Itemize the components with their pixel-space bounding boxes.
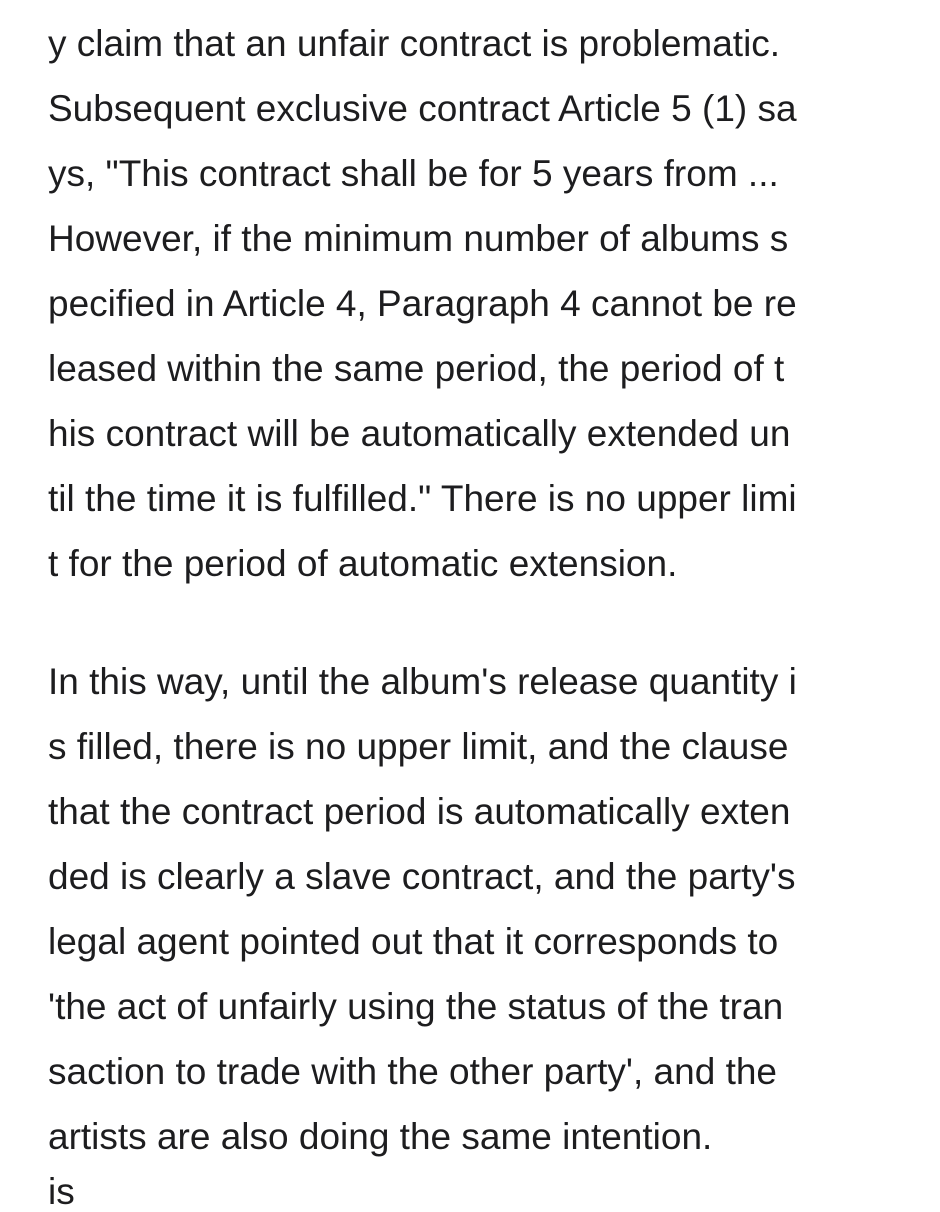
paragraph-1-line: t for the period of automatic extension. [48, 543, 678, 584]
paragraph-1-line: y claim that an unfair contract is problematic. [48, 23, 781, 64]
paragraph-2-line: In this way, until the album's release quantity i [48, 661, 797, 702]
paragraph-2-line: 'the act of unfairly using the status of the tran [48, 986, 784, 1027]
paragraph-1-line: his contract will be automatically extended un [48, 413, 791, 454]
paragraph-1-line: ys, "This contract shall be for 5 years from ... [48, 153, 779, 194]
paragraph-1-line: leased within the same period, the period of t [48, 348, 785, 389]
paragraph-2-line: ded is clearly a slave contract, and the party's [48, 856, 796, 897]
paragraph-1-line: til the time it is fulfilled." There is no upper limi [48, 478, 797, 519]
trailing-text-fragment: is [48, 1171, 75, 1212]
paragraph-2-line: artists are also doing the same intention. [48, 1116, 713, 1157]
paragraph-1-line: However, if the minimum number of albums s [48, 218, 789, 259]
paragraph-1-line: pecified in Article 4, Paragraph 4 cannot be re [48, 283, 797, 324]
paragraph-2-line: saction to trade with the other party', and the [48, 1051, 777, 1092]
paragraph-2-line: s filled, there is no upper limit, and the clause [48, 726, 789, 767]
paragraph-1-line: Subsequent exclusive contract Article 5 (1) sa [48, 88, 797, 129]
paragraph-2-line: that the contract period is automatically exten [48, 791, 791, 832]
paragraph-2-line: legal agent pointed out that it corresponds to [48, 921, 779, 962]
